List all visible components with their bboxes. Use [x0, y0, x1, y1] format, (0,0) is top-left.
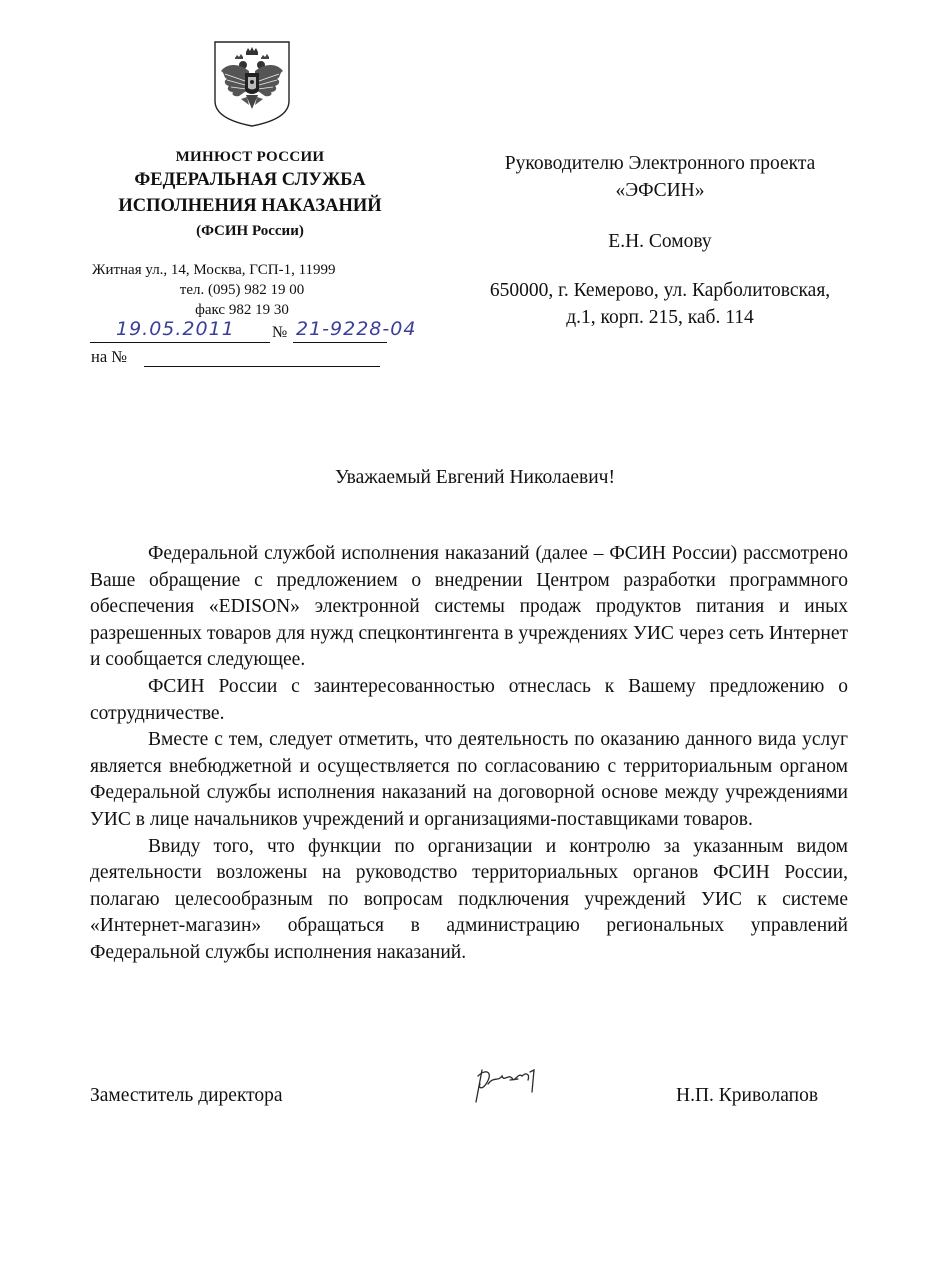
registration-date: 19.05.2011 [116, 318, 235, 340]
signatory-name: Н.П. Криволапов [676, 1085, 819, 1106]
registration-line [90, 318, 417, 346]
ministry-name: МИНЮСТ РОССИИ [175, 149, 325, 165]
service-short-name: (ФСИН России) [196, 223, 304, 239]
addressee-address-line1: 650000, г. Кемерово, ул. Карболитовская, [489, 280, 831, 301]
body-paragraph-4: Ввиду того, что функции по организации и контролю за указанным видом деятельности возложены на руководство территориальных органов ФСИН России, полагаю целесообразным по вопросам подключения учреждений УИС к системе «Интернет-магазин» обращаться в администрацию региональных управлений Федеральной службы исполнения наказаний. [90, 835, 848, 963]
registration-number: 21-9228-04 [296, 318, 417, 340]
service-name-line1: ФЕДЕРАЛЬНАЯ СЛУЖБА [134, 170, 366, 190]
coat-of-arms-icon [213, 41, 291, 127]
salutation: Уважаемый Евгений Николаевич! [335, 467, 615, 488]
addressee-name: Е.Н. Сомову [608, 231, 712, 252]
organization-fax: факс 982 19 30 [195, 302, 289, 318]
addressee-project: «ЭФСИН» [615, 180, 705, 201]
organization-address: Житная ул., 14, Москва, ГСП-1, 11999 [92, 262, 336, 278]
signatory-title: Заместитель директора [90, 1085, 283, 1106]
service-name-line2: ИСПОЛНЕНИЯ НАКАЗАНИЙ [118, 196, 382, 216]
organization-contacts [92, 260, 392, 320]
body-paragraph-3: Вместе с тем, следует отметить, что деятельность по оказанию данного вида услуг является внебюджетной и осуществляется по согласованию с территориальным органом Федеральной службы исполнения наказаний на договорной основе между учреждениями УИС в лице начальников учреждений и организациями-поставщиками товаров. [90, 729, 848, 830]
addressee-position: Руководителю Электронного проекта [504, 153, 816, 174]
reply-to-label: на № [91, 347, 128, 366]
addressee-address-line2: д.1, корп. 215, каб. 114 [566, 307, 754, 328]
number-underline [293, 342, 387, 343]
letter-body [90, 541, 848, 967]
body-paragraph-2: ФСИН России с заинтересованностью отнеслась к Вашему предложению о сотрудничестве. [90, 675, 848, 724]
organization-phone: тел. (095) 982 19 00 [179, 282, 305, 298]
reply-to-underline [144, 366, 380, 367]
handwritten-signature [468, 1062, 548, 1110]
organization-header [100, 147, 400, 243]
body-paragraph-1: Федеральной службой исполнения наказаний (далее – ФСИН России) рассмотрено Ваше обращение с предложением о внедрении Центром разработки программного обеспечения «EDISON» электронной системы продаж продуктов питания и иных разрешенных товаров для нужд спецконтингента в учреждениях УИС через сеть Интернет и сообщается следующее. [90, 543, 848, 671]
reply-to-line [91, 347, 391, 371]
number-label: № [272, 324, 288, 341]
date-underline [90, 342, 270, 343]
addressee-block [455, 150, 865, 331]
